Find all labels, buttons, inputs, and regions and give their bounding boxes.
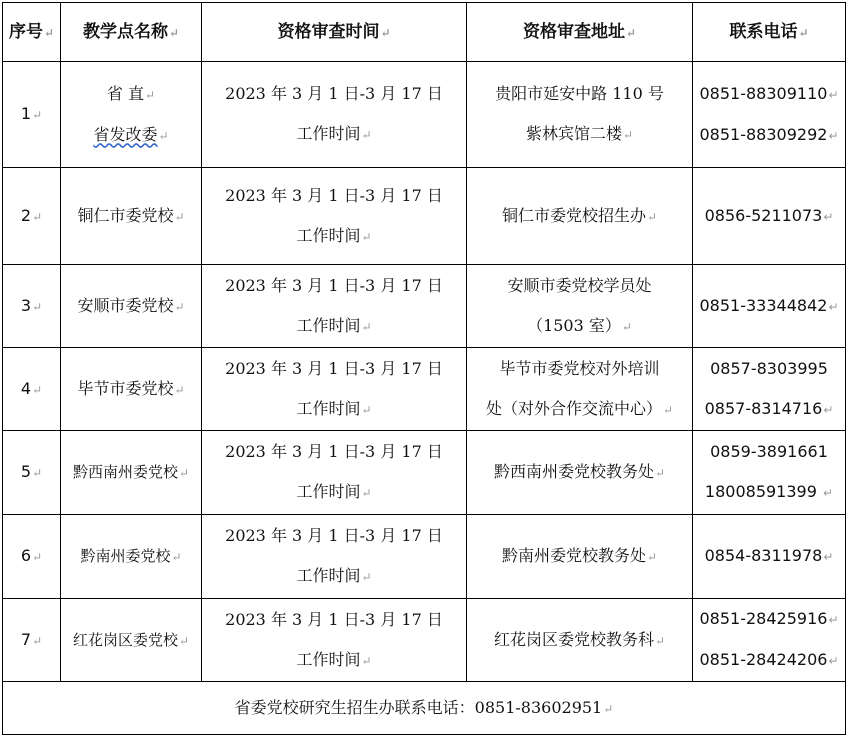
cell-review-time: 2023 年 3 月 1 日-3 月 17 日 工作时间↵ [202, 62, 467, 168]
cell-review-address: 黔西南州委党校教务处↵ [467, 431, 693, 515]
cell-site-name: 黔南州委党校↵ [61, 515, 202, 599]
footer-contact: 省委党校研究生招生办联系电话：0851-83602951↵ [3, 682, 846, 735]
table-row [3, 431, 846, 515]
cell-site-name: 黔西南州委党校↵ [61, 431, 202, 515]
table-row [3, 265, 846, 348]
cell-review-address: 铜仁市委党校招生办↵ [467, 168, 693, 265]
paragraph-mark-icon: ↵ [43, 25, 55, 40]
cell-phone: 0851-88309110↵ 0851-88309292↵ [693, 62, 846, 168]
table-row [3, 348, 846, 431]
header-review-address: 资格审查地址↵ [467, 3, 693, 62]
cell-index: 6↵ [3, 515, 61, 599]
cell-review-address: 红花岗区委党校教务科↵ [467, 599, 693, 682]
cell-review-address: 安顺市委党校学员处 （1503 室）↵ [467, 265, 693, 348]
table-header-row [3, 3, 846, 62]
cell-phone: 0856-5211073↵ [693, 168, 846, 265]
cell-review-time: 2023 年 3 月 1 日-3 月 17 日 工作时间↵ [202, 168, 467, 265]
table-row [3, 168, 846, 265]
cell-review-address: 毕节市委党校对外培训 处（对外合作交流中心）↵ [467, 348, 693, 431]
header-index: 序号↵ [3, 3, 61, 62]
enrollment-review-table [2, 2, 846, 735]
cell-site-name: 毕节市委党校↵ [61, 348, 202, 431]
cell-review-time: 2023 年 3 月 1 日-3 月 17 日 工作时间↵ [202, 599, 467, 682]
cell-phone: 0851-33344842↵ [693, 265, 846, 348]
cell-index: 4↵ [3, 348, 61, 431]
cell-site-name: 安顺市委党校↵ [61, 265, 202, 348]
paragraph-mark-icon: ↵ [798, 25, 809, 40]
cell-site-name: 省 直↵ 省发改委↵ [61, 62, 202, 168]
cell-review-time: 2023 年 3 月 1 日-3 月 17 日 工作时间↵ [202, 431, 467, 515]
cell-phone: 0857-8303995 0857-8314716↵ [693, 348, 846, 431]
cell-index: 2↵ [3, 168, 61, 265]
cell-phone: 0854-8311978↵ [693, 515, 846, 599]
cell-index: 7↵ [3, 599, 61, 682]
cell-index: 3↵ [3, 265, 61, 348]
table-row [3, 515, 846, 599]
cell-index: 1↵ [3, 62, 61, 168]
paragraph-mark-icon: ↵ [168, 25, 180, 40]
cell-index: 5↵ [3, 431, 61, 515]
cell-review-address: 贵阳市延安中路 110 号 紫林宾馆二楼↵ [467, 62, 693, 168]
cell-site-name: 红花岗区委党校↵ [61, 599, 202, 682]
cell-phone: 0859-3891661 18008591399 ↵ [693, 431, 846, 515]
table-row [3, 62, 846, 168]
cell-review-time: 2023 年 3 月 1 日-3 月 17 日 工作时间↵ [202, 348, 467, 431]
header-site-name: 教学点名称↵ [61, 3, 202, 62]
cell-site-name: 铜仁市委党校↵ [61, 168, 202, 265]
header-review-time: 资格审查时间↵ [202, 3, 467, 62]
paragraph-mark-icon: ↵ [380, 25, 391, 40]
table-row [3, 599, 846, 682]
cell-review-time: 2023 年 3 月 1 日-3 月 17 日 工作时间↵ [202, 515, 467, 599]
header-phone: 联系电话↵ [693, 3, 846, 62]
cell-phone: 0851-28425916↵ 0851-28424206↵ [693, 599, 846, 682]
paragraph-mark-icon: ↵ [625, 25, 637, 40]
footer-row [3, 682, 846, 735]
cell-review-time: 2023 年 3 月 1 日-3 月 17 日 工作时间↵ [202, 265, 467, 348]
cell-review-address: 黔南州委党校教务处↵ [467, 515, 693, 599]
